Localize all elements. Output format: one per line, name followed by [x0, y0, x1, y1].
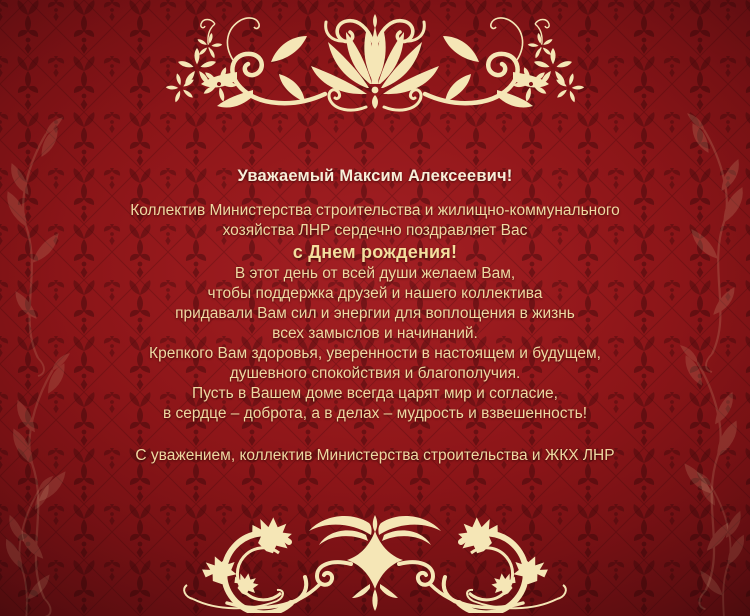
- body-line: придавали Вам сил и энергии для воплощения в жизнь: [175, 305, 575, 322]
- body-line: чтобы поддержка друзей и нашего коллектива: [207, 285, 543, 302]
- body-line: всех замыслов и начинаний.: [272, 325, 478, 342]
- greeting-text-block: [0, 167, 750, 466]
- greeting-heading: Уважаемый Максим Алексеевич!: [237, 167, 513, 185]
- body-line: В этот день от всей души желаем Вам,: [234, 265, 516, 282]
- signature-line: С уважением, коллектив Министерства строительства и ЖКХ ЛНР: [135, 447, 615, 464]
- intro-line-1: Коллектив Министерства строительства и жилищно-коммунального: [130, 202, 620, 219]
- body-line: душевного спокойствия и благополучия.: [229, 365, 521, 382]
- intro-line-2: хозяйства ЛНР сердечно поздравляет Вас: [222, 222, 528, 239]
- body-line: Крепкого Вам здоровья, уверенности в настоящем и будущем,: [149, 345, 601, 362]
- body-line: в сердце – доброта, а в делах – мудрость и взвешенность!: [162, 405, 588, 422]
- occasion-line: с Днем рождения!: [292, 242, 458, 262]
- body-line: Пусть в Вашем доме всегда царят мир и согласие,: [192, 385, 558, 402]
